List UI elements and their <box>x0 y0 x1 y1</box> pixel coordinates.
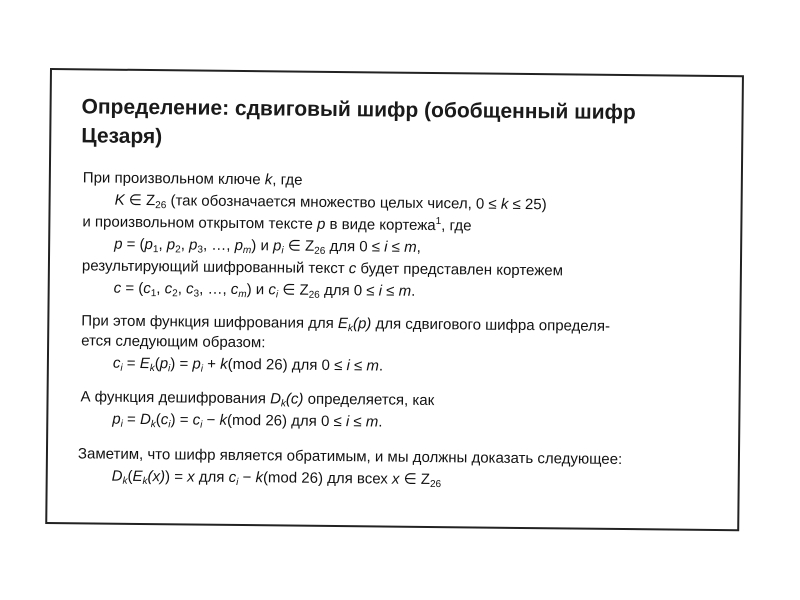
line-plaintext-tuple: $p = (p_1$, $p_2$, $p_3$, …, $p_m$) и $p_i$ ∈ $Z_{26}$ для 0 ≤ i ≤ m, <box>114 235 421 257</box>
formula-encryption: $c_i = E_k(p_i) = p_i + k(mod$ 26) для 0 ≤ i ≤ m. <box>112 354 384 375</box>
line-key-set: K ∈ $Z_{26}$ (так обозначается множество целых чисел, 0 ≤ k ≤ 25) <box>114 191 547 214</box>
line-invertibility-note: Заметим, что шифр является обратимым, и мы должны доказать следующее: <box>77 445 623 469</box>
definition-box <box>45 68 744 531</box>
line-plaintext-intro: и произвольном открытом тексте p в виде кортежа$^1$, где <box>82 213 472 235</box>
line-decryption-intro: А функция дешифрования $D_k(c)$ определяется, как <box>80 388 435 410</box>
formula-decryption: $p_i = D_k(c_i) = c_i - k(mod$ 26) для 0 ≤ i ≤ m. <box>112 410 383 431</box>
line-encryption-intro: При этом функция шифрования для $E_k(p)$ для сдвигового шифра определя- <box>81 312 611 335</box>
line-ciphertext-intro: результирующий шифрованный текст c будет представлен кортежем <box>81 257 564 280</box>
formula-inverse: $D_k(E_k(x)) = x$ для $c_i - k(mod$ 26) для всех x ∈ $Z_{26}$ <box>111 467 442 491</box>
definition-title: Определение: сдвиговый шифр (обобщенный шифр Цезаря) <box>81 95 636 149</box>
line-key-intro: При произвольном ключе k, где <box>82 169 303 189</box>
line-encryption-intro-cont: ется следующим образом: <box>81 332 266 352</box>
line-ciphertext-tuple: $c = (c_1$, $c_2$, $c_3$, …, $c_m$) и $c_i$ ∈ $Z_{26}$ для 0 ≤ i ≤ m. <box>113 279 416 301</box>
